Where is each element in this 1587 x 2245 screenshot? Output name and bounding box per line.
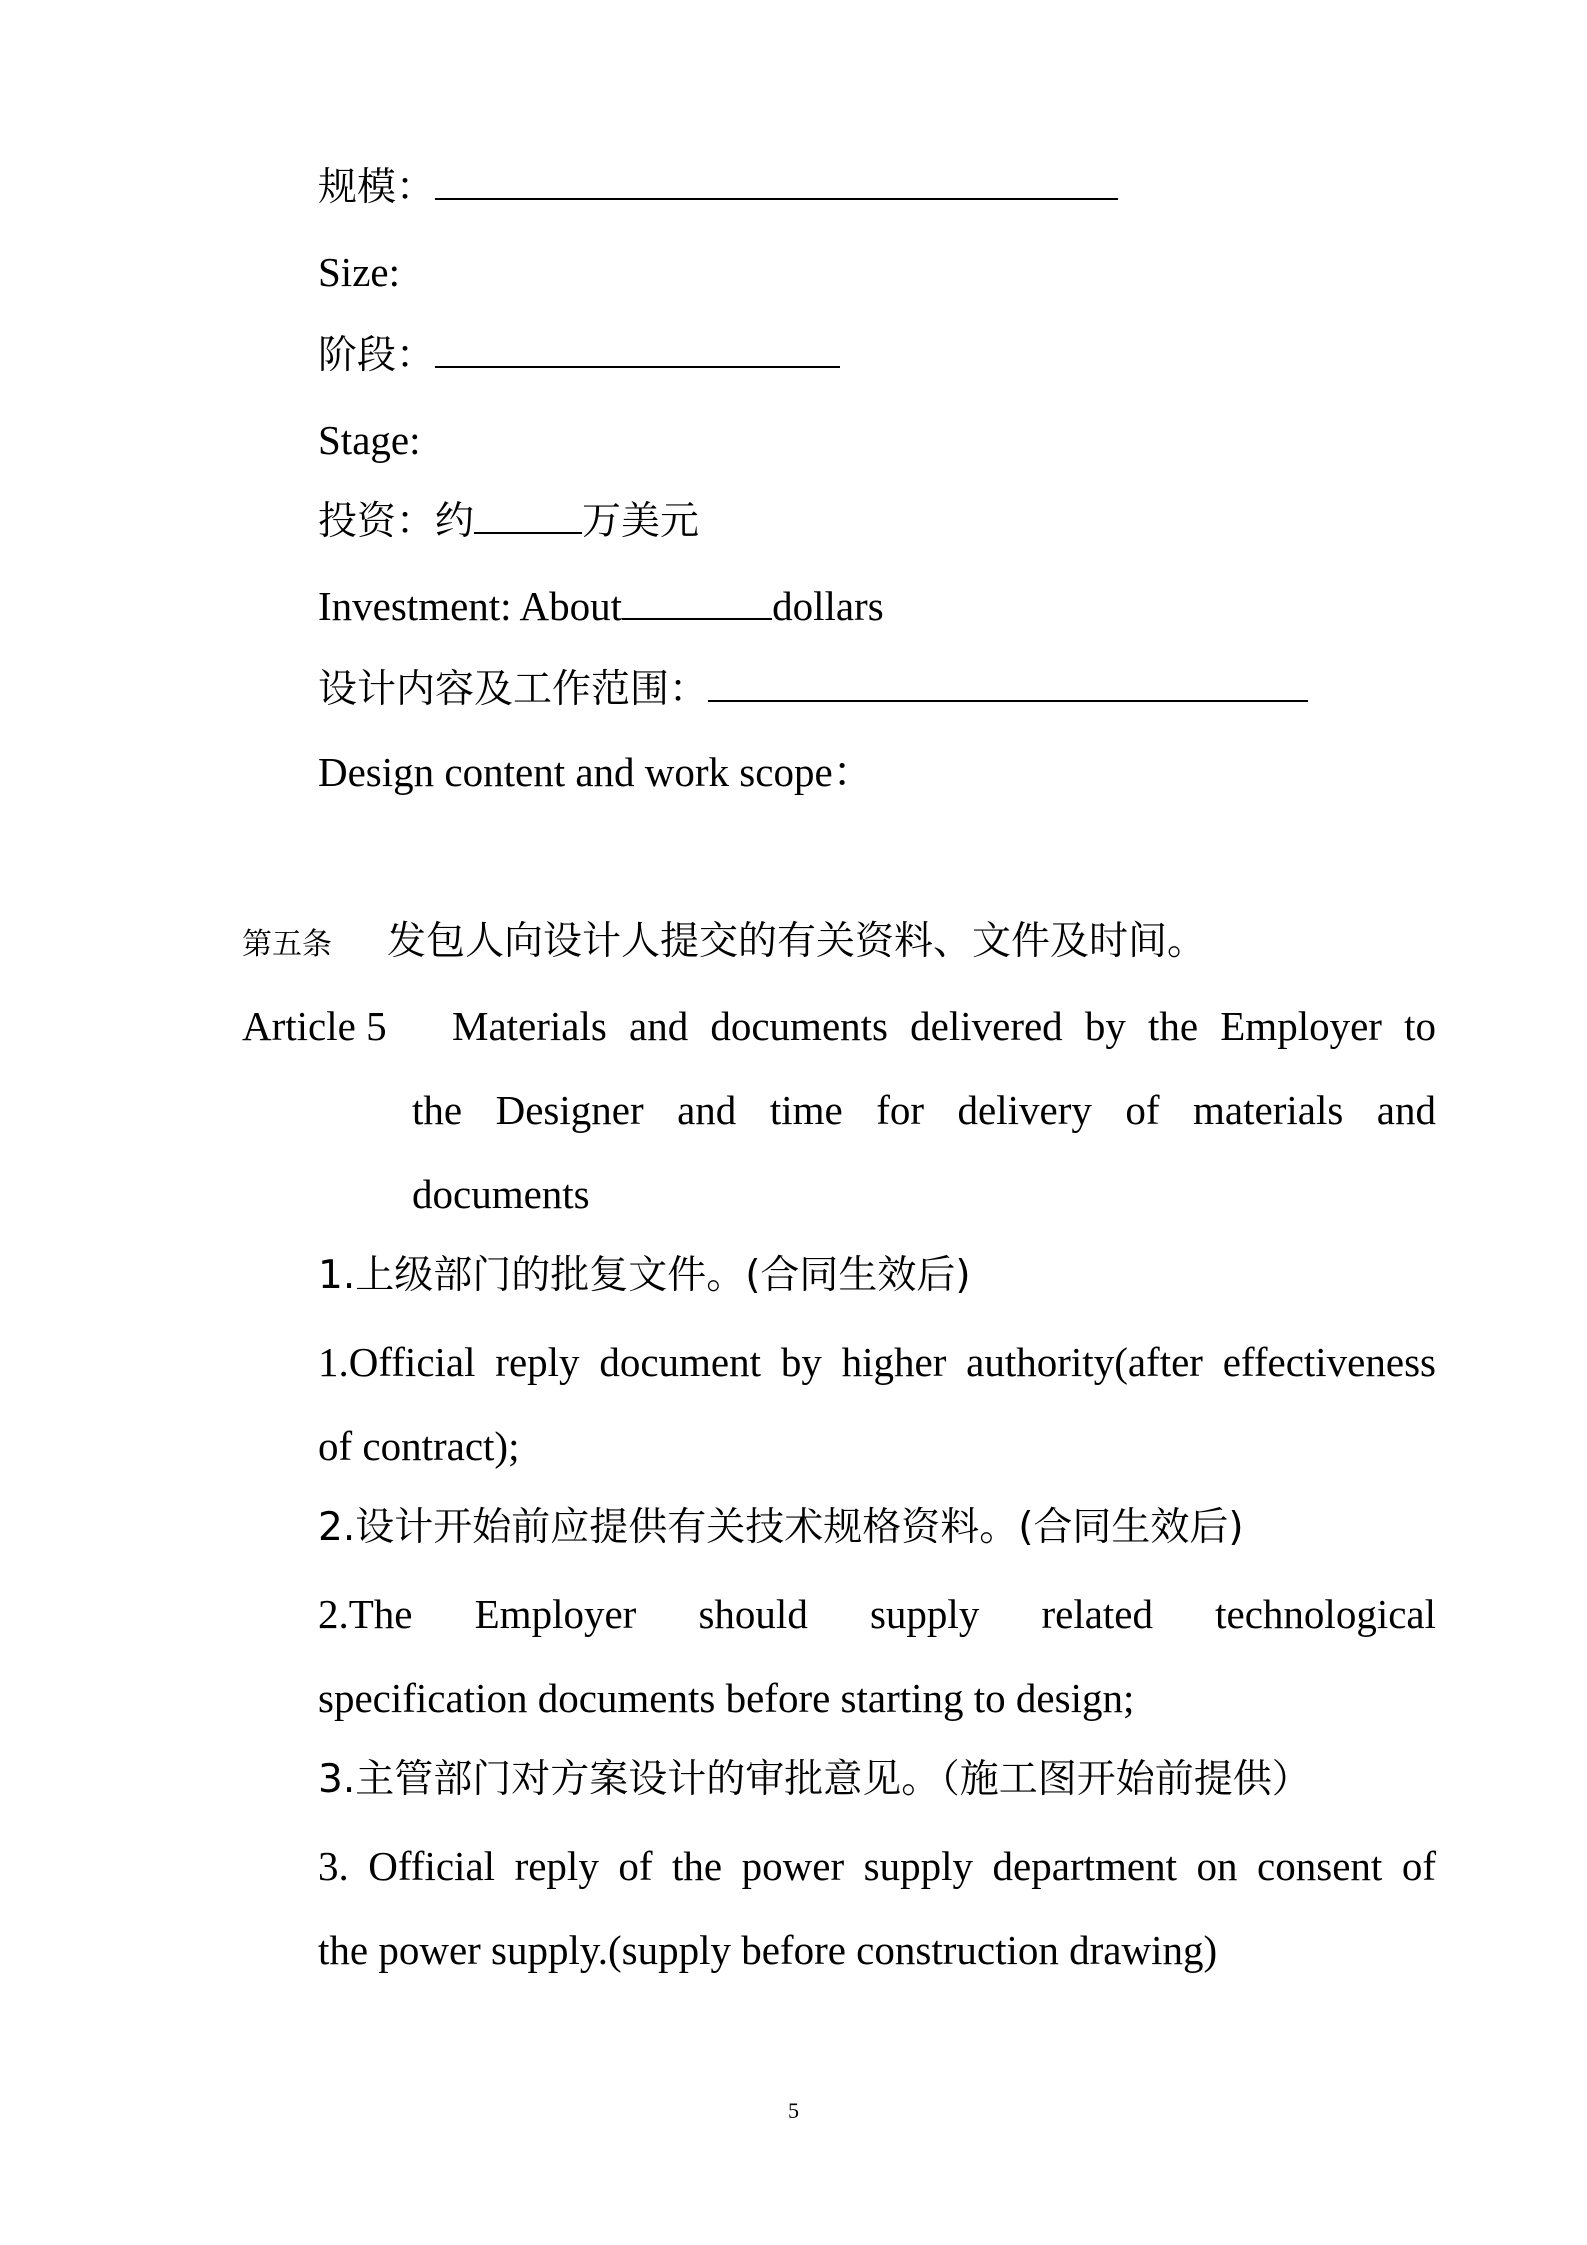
article5-heading-cn [242,916,1206,969]
size-field-cn [318,162,1118,212]
item1-en-line1: 1.Official reply document by higher authority(after effectiveness [318,1339,1436,1385]
item1-en-line2: of contract); [318,1423,520,1469]
article5-title-en-line2: the Designer and time for delivery of materials and [412,1087,1436,1133]
article5-title-en-line3: documents [412,1171,590,1217]
stage-blank [435,332,840,368]
size-label-cn: 规模： [318,165,436,210]
item2-cn: 2.设计开始前应提供有关技术规格资料。(合同生效后) [318,1505,1244,1550]
stage-label-cn: 阶段： [318,333,436,378]
item3-cn: 3.主管部门对方案设计的审批意见。（施工图开始前提供） [318,1757,1311,1802]
investment-prefix-en: Investment: About [318,583,623,629]
article5-label-cn: 第五条 [242,927,332,962]
investment-field-cn [318,496,699,546]
item3-en-line1: 3. Official reply of the power supply department on consent of [318,1843,1436,1889]
stage-label-en: Stage: [318,417,421,463]
size-label-en: Size: [318,249,400,295]
investment-field-en [318,582,884,630]
investment-prefix-cn: 投资：约 [318,499,475,544]
investment-suffix-en: dollars [772,583,884,629]
item3-en-line2: the power supply.(supply before construction drawing) [318,1927,1218,1973]
page-number: 5 [788,2098,799,2123]
investment-blank-en [622,584,772,620]
scope-label-cn: 设计内容及工作范围： [318,667,709,712]
item2-en-line2: specification documents before starting to design; [318,1675,1135,1721]
item2-en-line1: 2.The Employer should supply related technological [318,1591,1436,1637]
article5-title-cn: 发包人向设计人提交的有关资料、文件及时间。 [387,919,1207,964]
article5-label-en: Article 5 [242,1003,387,1049]
investment-suffix-cn: 万美元 [582,499,700,544]
investment-blank-cn [474,498,582,534]
item1-cn: 1.上级部门的批复文件。(合同生效后) [318,1253,971,1298]
article5-title-en-line1: Materials and documents delivered by the Employer to [452,1003,1436,1049]
size-blank [435,164,1118,200]
scope-field-cn [318,664,1308,714]
scope-label-en: Design content and work scope： [318,749,874,795]
stage-field-cn [318,330,840,380]
scope-blank [708,666,1308,702]
